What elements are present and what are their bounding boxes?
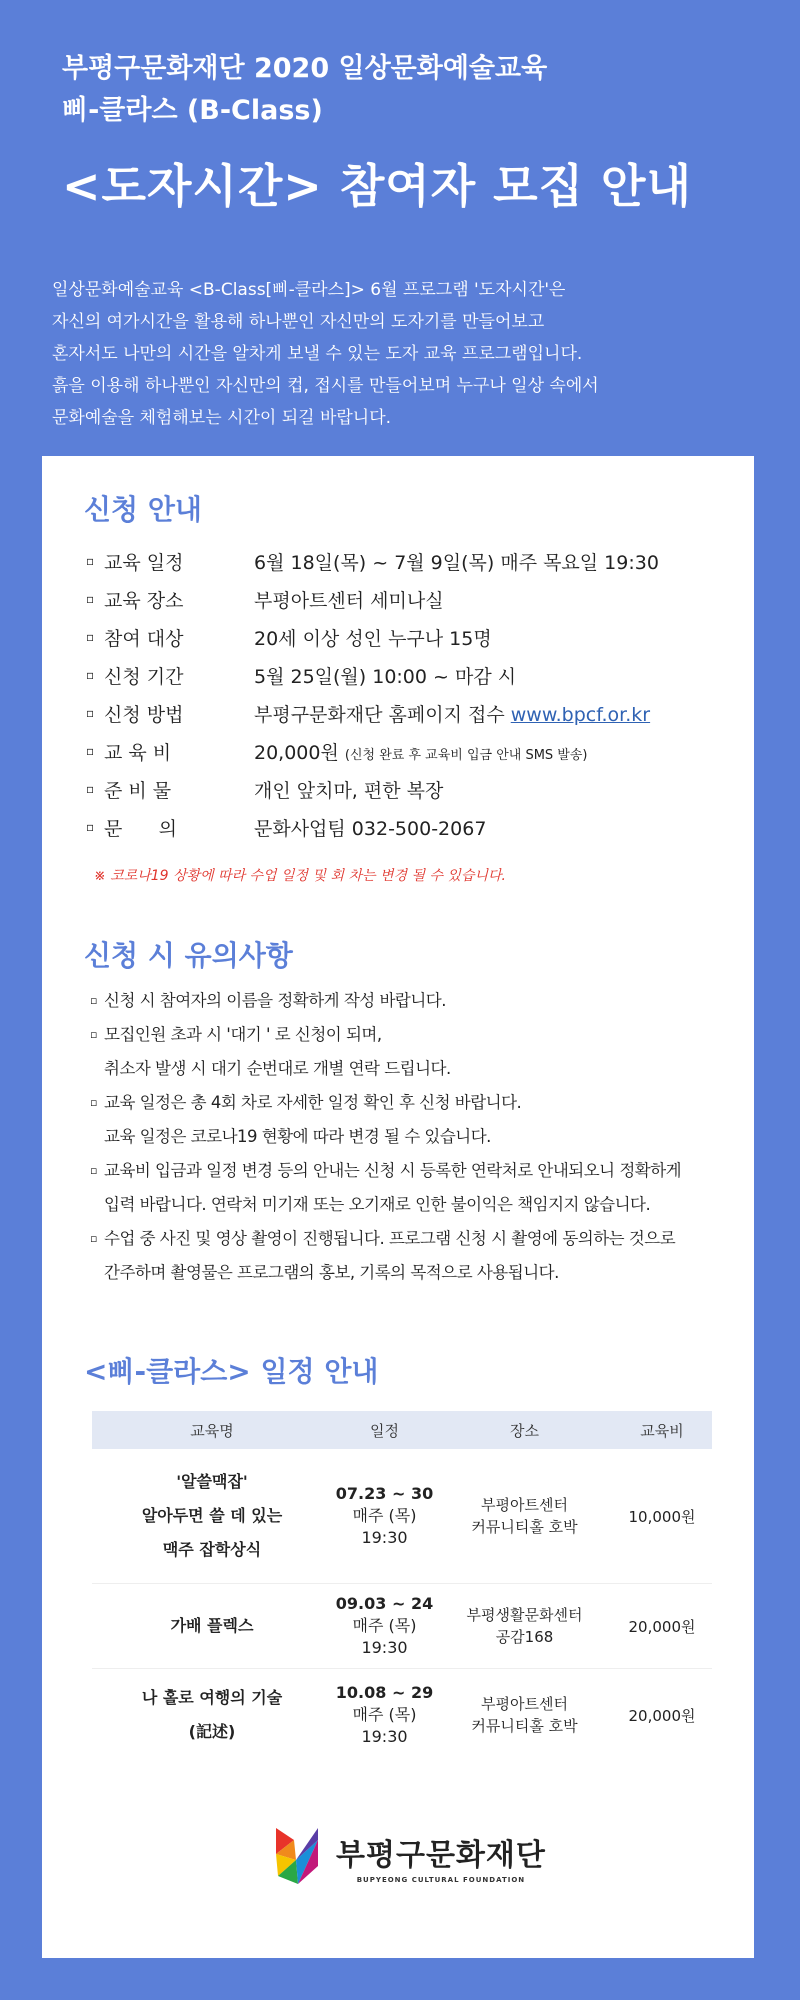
program-date-range: 09.03 ~ 24: [335, 1594, 434, 1613]
table-row: [92, 1669, 712, 1761]
page-title: <도자시간> 참여자 모집 안내: [62, 159, 692, 213]
caution-line: 간주하며 촬영물은 프로그램의 홍보, 기록의 목적으로 사용됩니다.: [104, 1263, 559, 1282]
header-subtitle-line2: 삐-클라스 (B-Class): [62, 95, 323, 126]
covid-notice: ※ 코로나19 상황에 따라 수업 일정 및 회 차는 변경 될 수 있습니다.: [94, 868, 506, 884]
info-label: 교 육 비: [104, 741, 172, 764]
program-place-line: 커뮤니티홀 호박: [471, 1717, 578, 1735]
caution-line: 교육 일정은 총 4회 차로 자세한 일정 확인 후 신청 바랍니다.: [104, 1093, 522, 1112]
program-date: [332, 1593, 437, 1659]
info-label: 준 비 물: [104, 779, 172, 802]
info-label: 신청 기간: [104, 665, 184, 688]
square-bullet-icon: ▫: [90, 1232, 97, 1245]
program-fee: 20,000원: [628, 1706, 696, 1725]
program-fee: 10,000원: [628, 1507, 696, 1526]
program-name-line: '알쓸맥잡': [176, 1472, 248, 1491]
program-name-line: 가배 플렉스: [170, 1616, 254, 1635]
info-row-schedule: [86, 542, 726, 580]
homepage-link[interactable]: www.bpcf.or.kr: [510, 703, 651, 726]
table-row: [92, 1449, 712, 1584]
cautions-section-title: 신청 시 유의사항: [84, 939, 293, 972]
program-name-line: 알아두면 쓸 데 있는: [141, 1506, 283, 1525]
info-value: 부평아트센터 세미나실: [254, 589, 444, 612]
program-fee: 20,000원: [628, 1617, 696, 1636]
program-place: [437, 1604, 612, 1648]
program-time: 매주 (목) 19:30: [352, 1506, 417, 1547]
caution-line: 입력 바랍니다. 연락처 미기재 또는 오기재로 인한 불이익은 책임지지 않습니다.: [104, 1195, 651, 1214]
info-value: 5월 25일(월) 10:00 ~ 마감 시: [254, 665, 517, 688]
info-row-supplies: [86, 770, 726, 808]
content-card: [42, 456, 754, 1958]
info-label: 신청 방법: [104, 703, 184, 726]
header-subtitle-line1: 부평구문화재단 2020 일상문화예술교육: [62, 53, 548, 84]
info-label: 교육 일정: [104, 551, 184, 574]
info-label: 참여 대상: [104, 627, 184, 650]
program-place: [437, 1494, 612, 1538]
program-place-line: 부평생활문화센터: [466, 1606, 583, 1624]
info-row-target: [86, 618, 726, 656]
column-header-place: 장소: [510, 1421, 539, 1440]
table-row: [92, 1584, 712, 1669]
intro-text: [0, 274, 800, 434]
square-bullet-icon: ▫: [86, 782, 95, 796]
program-time: 매주 (목) 19:30: [352, 1705, 417, 1746]
application-section-title: 신청 안내: [84, 493, 202, 526]
square-bullet-icon: ▫: [90, 1096, 97, 1109]
program-name-line: (記述): [188, 1722, 236, 1741]
application-info-list: [86, 542, 726, 846]
info-value: 20세 이상 성인 누구나 15명: [254, 627, 492, 650]
program-name: [92, 1609, 332, 1643]
info-value-text: 부평구문화재단 홈페이지 접수: [254, 703, 511, 726]
column-header-fee: 교육비: [640, 1421, 684, 1440]
program-name-line: 맥주 잡학상식: [162, 1540, 262, 1559]
intro-line: 문화예술을 체험해보는 시간이 되길 바랍니다.: [52, 408, 392, 428]
info-row-place: [86, 580, 726, 618]
foundation-logo-icon: [274, 1826, 322, 1888]
program-name-line: 나 홀로 여행의 기술: [141, 1688, 283, 1707]
info-value: [254, 738, 726, 765]
list-item: [90, 1222, 730, 1290]
program-place-line: 공감168: [495, 1628, 554, 1646]
foundation-english-name: BUPYEONG CULTURAL FOUNDATION: [356, 1876, 526, 1884]
fee-note: (신청 완료 후 교육비 입금 안내 SMS 발송): [344, 747, 588, 763]
caution-line: 수업 중 사진 및 영상 촬영이 진행됩니다. 프로그램 신청 시 촬영에 동의하는 것으로: [104, 1229, 676, 1248]
program-time: 매주 (목) 19:30: [352, 1616, 417, 1657]
square-bullet-icon: ▫: [86, 706, 95, 720]
square-bullet-icon: ▫: [86, 630, 95, 644]
list-item: [90, 984, 730, 1018]
caution-line: 모집인원 초과 시 '대기 ' 로 신청이 되며,: [104, 1025, 382, 1044]
square-bullet-icon: ▫: [86, 744, 95, 758]
schedule-section-title: <삐-클라스> 일정 안내: [84, 1355, 379, 1388]
square-bullet-icon: ▫: [90, 994, 97, 1007]
square-bullet-icon: ▫: [86, 820, 95, 834]
info-value: 6월 18일(목) ~ 7월 9일(목) 매주 목요일 19:30: [254, 551, 659, 574]
info-label: 문 의: [104, 817, 177, 840]
program-place-line: 커뮤니티홀 호박: [471, 1518, 578, 1536]
foundation-name: 부평구문화재단: [336, 1838, 546, 1873]
program-place-line: 부평아트센터: [481, 1496, 568, 1514]
square-bullet-icon: ▫: [86, 554, 95, 568]
column-header-name: 교육명: [190, 1421, 234, 1440]
intro-line: 혼자서도 나만의 시간을 알차게 보낼 수 있는 도자 교육 프로그램입니다.: [52, 344, 583, 364]
square-bullet-icon: ▫: [86, 668, 95, 682]
info-row-period: [86, 656, 726, 694]
square-bullet-icon: ▫: [86, 592, 95, 606]
info-label: 교육 장소: [104, 589, 184, 612]
table-header: [92, 1411, 712, 1449]
caution-line: 신청 시 참여자의 이름을 정확하게 작성 바랍니다.: [104, 991, 446, 1010]
info-row-fee: [86, 732, 726, 770]
column-header-date: 일정: [370, 1421, 399, 1440]
program-date-range: 07.23 ~ 30: [335, 1484, 434, 1503]
intro-line: 일상문화예술교육 <B-Class[삐-클라스]> 6월 프로그램 '도자시간'은: [52, 280, 566, 300]
list-item: [90, 1086, 730, 1154]
info-row-contact: [86, 808, 726, 846]
info-row-method: [86, 694, 726, 732]
hero-header: [0, 0, 800, 216]
program-place-line: 부평아트센터: [481, 1695, 568, 1713]
info-value: [254, 700, 726, 727]
intro-line: 자신의 여가시간을 활용해 하나뿐인 자신만의 도자기를 만들어보고: [52, 312, 545, 332]
caution-line: 취소자 발생 시 대기 순번대로 개별 연락 드립니다.: [104, 1059, 451, 1078]
program-name: [92, 1681, 332, 1749]
caution-line: 교육 일정은 코로나19 현황에 따라 변경 될 수 있습니다.: [104, 1127, 491, 1146]
list-item: [90, 1018, 730, 1086]
list-item: [90, 1154, 730, 1222]
program-date-range: 10.08 ~ 29: [335, 1683, 434, 1702]
program-place: [437, 1693, 612, 1737]
intro-line: 흙을 이용해 하나뿐인 자신만의 컵, 접시를 만들어보며 누구나 일상 속에서: [52, 376, 599, 396]
info-value: 문화사업팀 032-500-2067: [254, 817, 487, 840]
program-name: [92, 1465, 332, 1567]
cautions-list: [90, 984, 730, 1290]
foundation-logo: [274, 1826, 546, 1888]
schedule-table: [92, 1411, 712, 1761]
program-date: [332, 1483, 437, 1549]
info-value-text: 20,000원: [254, 741, 345, 764]
program-date: [332, 1682, 437, 1748]
square-bullet-icon: ▫: [90, 1028, 97, 1041]
info-value: 개인 앞치마, 편한 복장: [254, 779, 444, 802]
caution-line: 교육비 입금과 일정 변경 등의 안내는 신청 시 등록한 연락처로 안내되오니 정확하게: [104, 1161, 682, 1180]
square-bullet-icon: ▫: [90, 1164, 97, 1177]
